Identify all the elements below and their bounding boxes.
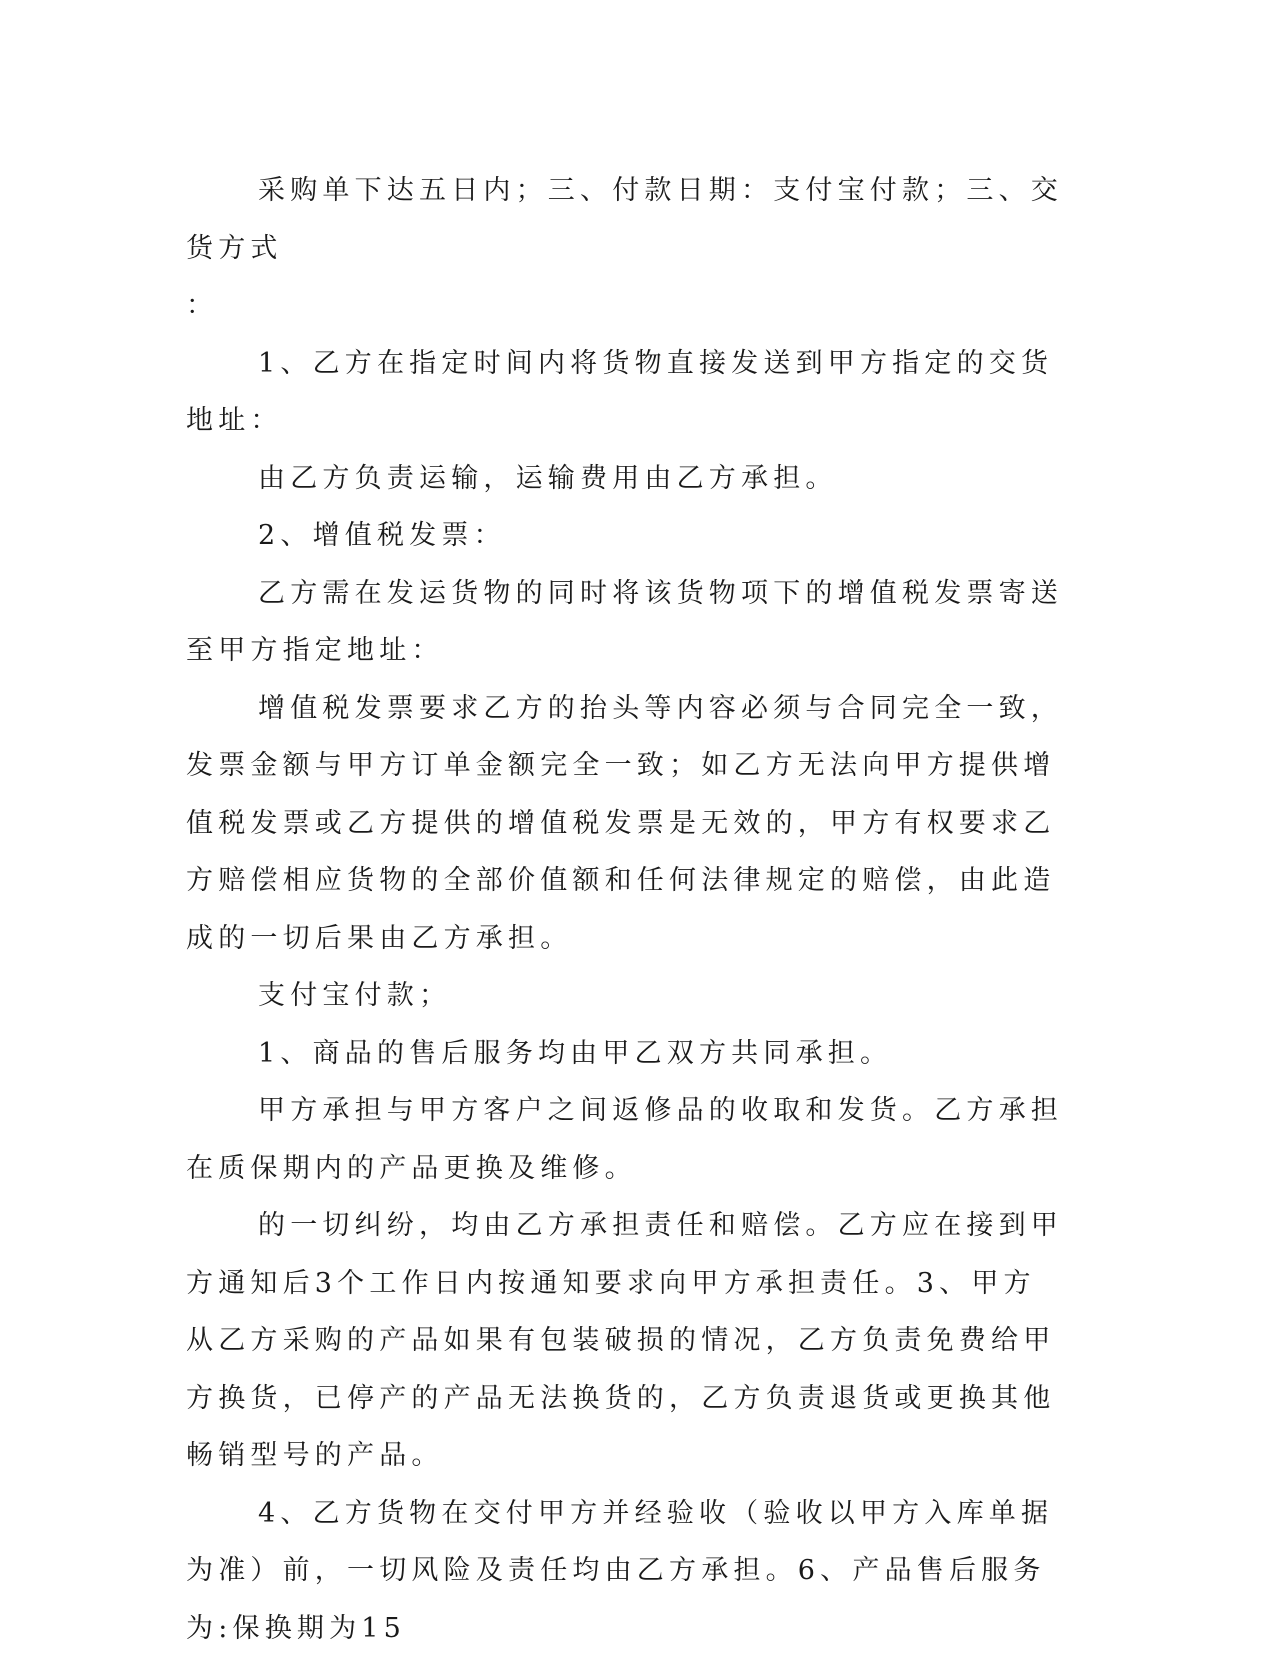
document-body [186,162,1066,1657]
paragraph-delivery-terms: 采购单下达五日内；三、付款日期：支付宝付款；三、交货方式 [186,162,1066,277]
paragraph-invoice-requirements: 增值税发票要求乙方的抬头等内容必须与合同完全一致，发票金额与甲方订单金额完全一致；如乙方无法向甲方提供增值税发票或乙方提供的增值税发票是无效的，甲方有权要求乙方赔偿相应货物的全部价值额和任何法律规定的赔偿，由此造成的一切后果由乙方承担。 [186,680,1066,968]
paragraph-clause-2-vat-invoice: 2、增值税发票： [186,507,1066,565]
paragraph-repair-responsibility: 甲方承担与甲方客户之间返修品的收取和发货。乙方承担在质保期内的产品更换及维修。 [186,1082,1066,1197]
paragraph-disputes-and-packaging: 的一切纠纷，均由乙方承担责任和赔偿。乙方应在接到甲方通知后3个工作日内按通知要求向甲方承担责任。3、甲方从乙方采购的产品如果有包装破损的情况，乙方负责免费给甲方换货，已停产的产品无法换货的，乙方负责退货或更换其他畅销型号的产品。 [186,1197,1066,1485]
paragraph-clause-1-delivery: 1、乙方在指定时间内将货物直接发送到甲方指定的交货地址： [186,335,1066,450]
paragraph-transport-cost: 由乙方负责运输，运输费用由乙方承担。 [186,450,1066,508]
paragraph-invoice-mailing: 乙方需在发运货物的同时将该货物项下的增值税发票寄送至甲方指定地址： [186,565,1066,680]
paragraph-payment-method: 支付宝付款； [186,967,1066,1025]
paragraph-clause-4-risk: 4、乙方货物在交付甲方并经验收（验收以甲方入库单据为准）前，一切风险及责任均由乙方承担。6、产品售后服务为:保换期为15 [186,1485,1066,1657]
paragraph-colon: ： [186,277,1066,335]
paragraph-after-sales-1: 1、商品的售后服务均由甲乙双方共同承担。 [186,1025,1066,1083]
